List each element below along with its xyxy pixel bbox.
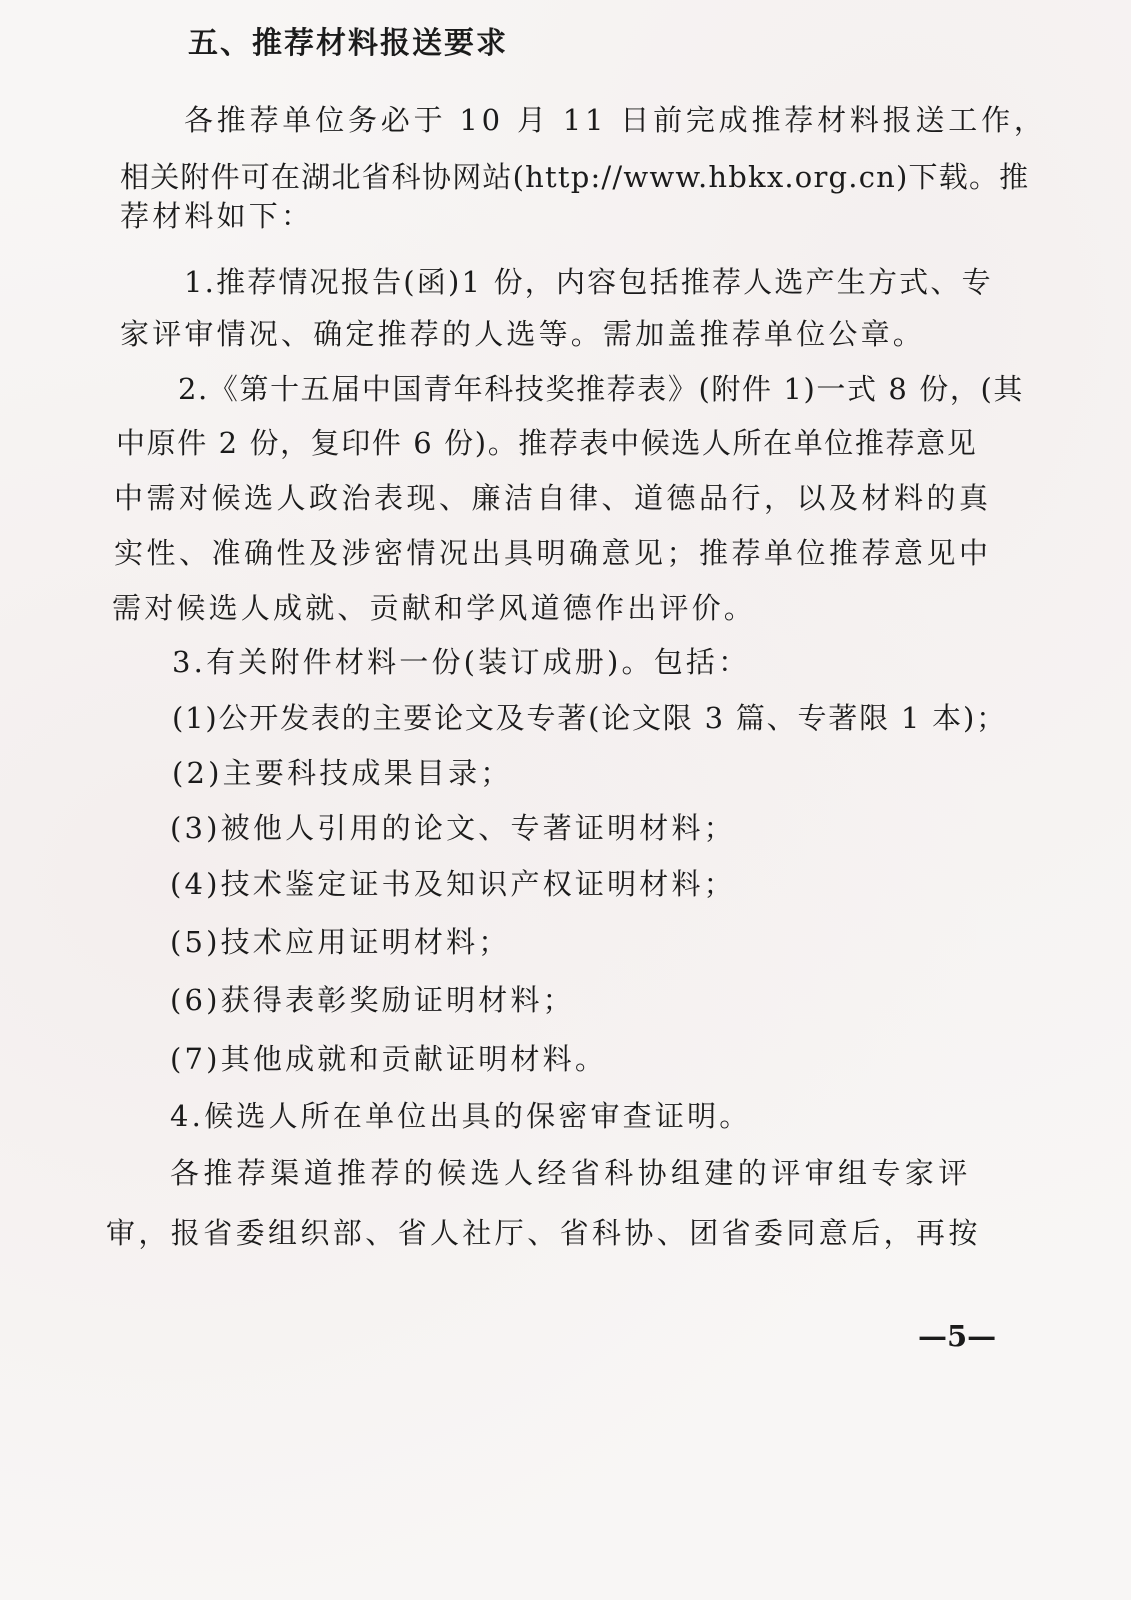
item-2-line-4: 实性、准确性及涉密情况出具明确意见；推荐单位推荐意见中 (114, 536, 992, 570)
item-2-line-1: 2.《第十五届中国青年科技奖推荐表》(附件 1)一式 8 份，(其 (178, 372, 1024, 406)
closing-line-1: 各推荐渠道推荐的候选人经省科协组建的评审组专家评 (170, 1156, 972, 1190)
item-3-line: 3.有关附件材料一份(装订成册)。包括： (172, 645, 751, 679)
item-1-line-1: 1.推荐情况报告(函)1 份，内容包括推荐人选产生方式、专 (184, 265, 993, 299)
sub-item-7: (7)其他成就和贡献证明材料。 (170, 1042, 608, 1076)
sub-item-4: (4)技术鉴定证书及知识产权证明材料； (170, 867, 736, 901)
paragraph-line-1: 各推荐单位务必于 10 月 11 日前完成推荐材料报送工作， (184, 103, 1047, 137)
item-2-line-3: 中需对候选人政治表现、廉洁自律、道德品行，以及材料的真 (114, 481, 992, 515)
sub-item-5: (5)技术应用证明材料； (170, 925, 511, 959)
paragraph-line-2: 相关附件可在湖北省科协网站(http://www.hbkx.org.cn)下载。推 (120, 160, 1030, 194)
paragraph-line-3: 荐材料如下： (120, 199, 314, 233)
item-2-line-5: 需对候选人成就、贡献和学风道德作出评价。 (112, 591, 757, 625)
sub-item-6: (6)获得表彰奖励证明材料； (170, 983, 575, 1017)
section-heading: 五、推荐材料报送要求 (188, 26, 508, 61)
item-4-line: 4.候选人所在单位出具的保密审查证明。 (170, 1099, 752, 1133)
page-number: —5— (918, 1319, 997, 1353)
sub-item-2: (2)主要科技成果目录； (172, 756, 513, 790)
item-1-line-2: 家评审情况、确定推荐的人选等。需加盖推荐单位公章。 (120, 317, 926, 351)
sub-item-3: (3)被他人引用的论文、专著证明材料； (170, 811, 736, 845)
item-2-line-2: 中原件 2 份，复印件 6 份)。推荐表中候选人所在单位推荐意见 (116, 426, 978, 460)
sub-item-1: (1)公开发表的主要论文及专著(论文限 3 篇、专著限 1 本)； (172, 701, 1007, 735)
closing-line-2: 审，报省委组织部、省人社厅、省科协、团省委同意后，再按 (106, 1216, 981, 1250)
